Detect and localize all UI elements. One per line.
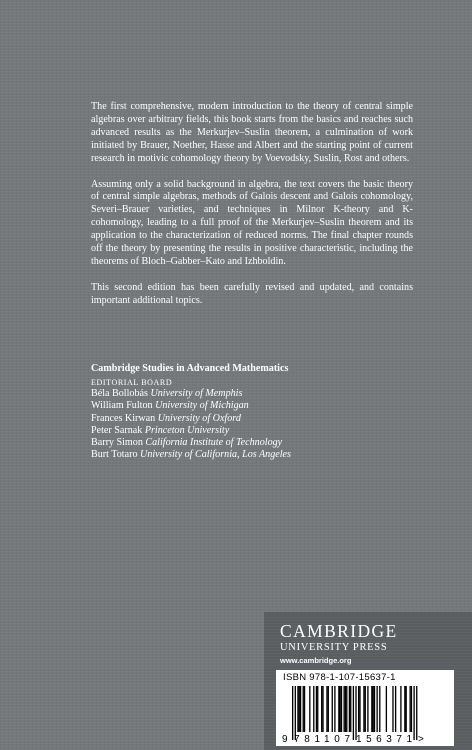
barcode-bar [313, 686, 314, 732]
barcode-guard-bar [355, 686, 356, 740]
barcode-bar [316, 686, 317, 732]
barcode-bar [411, 686, 412, 732]
barcode-bar [379, 686, 380, 732]
barcode-bar [338, 686, 339, 732]
publisher-panel [264, 612, 472, 750]
barcode-guard-bar [353, 686, 354, 740]
barcode-bar [409, 686, 410, 732]
editorial-board-label: EDITORIAL BOARD [91, 378, 173, 387]
barcode-bar [297, 686, 298, 732]
editorial-board-member [91, 425, 413, 437]
barcode-guard-bar [292, 686, 293, 740]
barcode-bar [367, 686, 368, 732]
barcode-end-marker: > [418, 734, 424, 744]
editorial-board-member [91, 437, 413, 449]
publisher-logo-subtitle: UNIVERSITY PRESS [280, 642, 388, 653]
barcode-bar [299, 686, 300, 732]
member-name: Barry Simon [91, 437, 143, 449]
barcode-guard-bar [416, 686, 417, 740]
member-name: Peter Sarnak [91, 424, 143, 436]
barcode-bar [400, 686, 401, 732]
member-affiliation: University of Memphis [150, 388, 243, 399]
series-info [91, 362, 413, 462]
barcode-bar [365, 686, 366, 732]
barcode-bar [346, 686, 347, 732]
barcode-bar [303, 686, 304, 732]
barcode-bar [371, 686, 372, 732]
series-title: Cambridge Studies in Advanced Mathematics [91, 363, 289, 374]
barcode-guard-bar [413, 686, 414, 740]
editorial-board-member [91, 388, 413, 400]
publisher-website: www.cambridge.org [280, 656, 352, 665]
barcode-bar [334, 686, 335, 732]
barcode-bar [321, 686, 322, 732]
barcode-bar [350, 686, 351, 732]
editorial-board-list [91, 388, 413, 462]
barcode-bar [340, 686, 341, 732]
barcode-bar [349, 686, 350, 732]
editorial-board-member [91, 413, 413, 425]
barcode-bar [343, 686, 344, 732]
member-affiliation: University of California, Los Angeles [140, 449, 291, 461]
barcode-bar [309, 686, 310, 732]
barcode-bar [341, 686, 342, 732]
barcode-bar [386, 686, 387, 732]
description-paragraph-3: This second edition has been carefully revised and updated, and contains important additional topics. [91, 281, 413, 306]
member-name: Béla Bollobás [91, 388, 148, 399]
barcode-first-digit: 9 [282, 734, 288, 744]
barcode-right-digits: 156371 [356, 734, 412, 744]
barcode-bar [374, 686, 375, 732]
barcode-bar [358, 686, 359, 732]
barcode-bar [406, 686, 407, 732]
barcode-bar [326, 686, 327, 732]
barcode-bar [317, 686, 318, 732]
barcode-bar [395, 686, 396, 732]
barcode-icon [280, 684, 450, 744]
barcode-guard-bar [295, 686, 296, 740]
barcode-bar [345, 686, 346, 732]
barcode-bar [328, 686, 329, 732]
member-affiliation: University of Michigan [155, 400, 249, 412]
barcode-bar [359, 686, 360, 732]
barcode-left-digits: 781107 [294, 734, 350, 744]
barcode-bar [404, 686, 405, 732]
barcode-bar [376, 686, 377, 732]
editorial-board-member [91, 400, 413, 412]
barcode-bar [300, 686, 301, 732]
barcode-bar [373, 686, 374, 732]
publisher-logo: CAMBRIDGE [280, 621, 398, 641]
barcode-bar [363, 686, 364, 732]
isbn-number: ISBN 978-1-107-15637-1 [283, 672, 396, 683]
member-name: Frances Kirwan [91, 412, 156, 424]
description-paragraph-2: Assuming only a solid background in algebra, the text covers the basic theory of central simple algebras, methods of Galois descent and Galois cohomology, Severi–Brauer varieties, and techniques in Milnor K-theory and K-cohomology, leading to a full proof of the Merkurjev–Suslin theorem and its application to the characterization of reduced norms. The final chapter rounds off the theory by presenting the results in positive characteristic, including the theorems of Bloch–Gabber–Kato and Izhboldin. [91, 178, 413, 267]
barcode-bar [332, 686, 333, 732]
editorial-board-member [91, 449, 413, 461]
description-paragraph-1: The first comprehensive, modern introduction to the theory of central simple algebras over arbitrary fields, this book starts from the basics and reaches such advanced results as the Merkurjev–Suslin theorem, a culmination of work initiated by Brauer, Noether, Hasse and Albert and the starting point of current research in motivic cohomology theory by Voevodsky, Suslin, Rost and others. [91, 101, 413, 164]
book-description [91, 101, 413, 321]
member-affiliation: University of Oxford [157, 412, 241, 424]
member-name: William Fulton [91, 400, 153, 412]
barcode-bar [392, 686, 393, 732]
member-affiliation: California Institute of Technology [145, 437, 283, 449]
barcode-bar [304, 686, 305, 732]
member-affiliation: Princeton University [144, 424, 230, 436]
barcode-panel [276, 670, 454, 746]
barcode-bar [322, 686, 323, 732]
barcode-bars [292, 686, 417, 740]
member-name: Burt Totaro [91, 449, 138, 461]
